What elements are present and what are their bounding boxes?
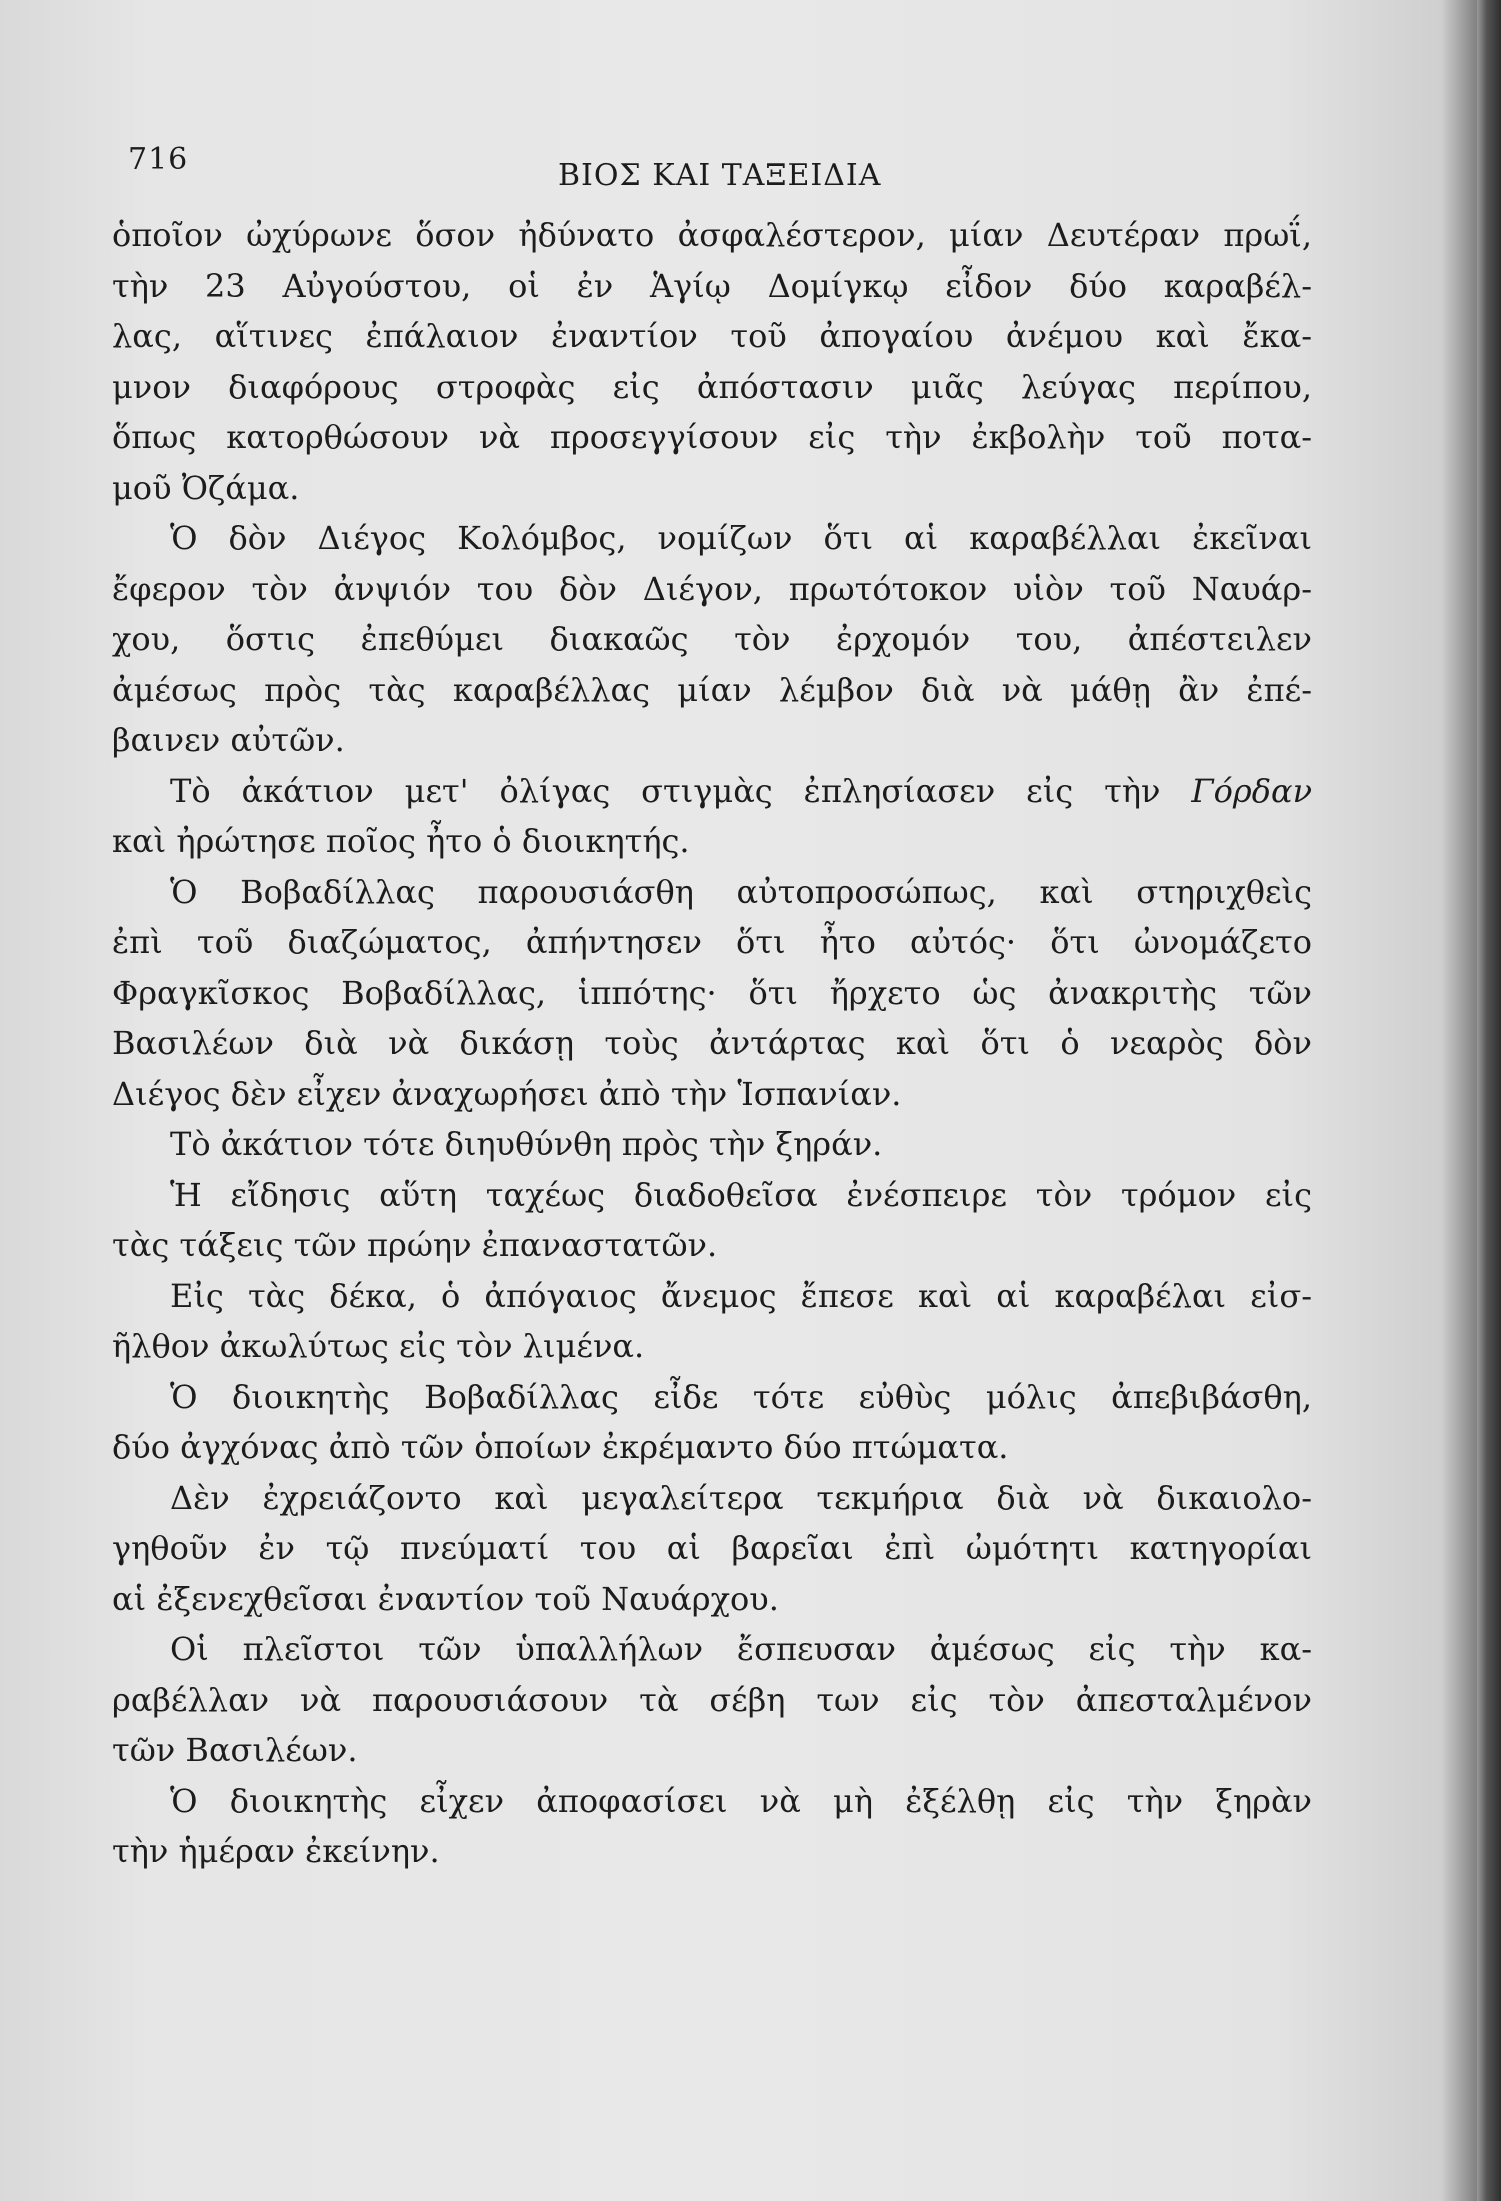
text-line: [112, 1624, 1312, 1675]
text-line: [112, 311, 1312, 362]
text-line: [112, 917, 1312, 968]
text-line: [112, 1523, 1312, 1574]
italic-ship-name: Γόρδαν: [1191, 771, 1313, 810]
page-number: 716: [128, 142, 189, 177]
text-line: [112, 1271, 1312, 1322]
text-line-content: ἐπὶ τοῦ διαζώματος, ἀπήντησεν ὅτι ἦτο αὐτός· ὅτι ὠνομάζετο: [112, 923, 1312, 961]
text-line-content: ῆλθον ἀκωλύτως εἰς τὸν λιμένα.: [112, 1327, 645, 1365]
text-line-content: χου, ὅστις ἐπεθύμει διακαῶς τὸν ἐρχομόν του, ἀπέστειλεν: [112, 620, 1312, 658]
text-line: [112, 412, 1312, 463]
text-line: [112, 1675, 1312, 1726]
text-line-content: Ὁ διοικητὴς Βοβαδίλλας εἶδε τότε εὐθὺς μόλις ἀπεβιβάσθη,: [170, 1377, 1312, 1416]
text-line: [112, 1170, 1312, 1221]
text-line: [112, 1473, 1312, 1524]
text-line-content: Ὁ δὸν Διέγος Κολόμβος, νομίζων ὅτι αἱ καραβέλλαι ἐκεῖναι: [170, 519, 1312, 557]
text-line: [112, 665, 1312, 716]
text-line: [112, 816, 1312, 867]
text-line: [112, 1574, 1312, 1625]
text-line: [112, 1826, 1312, 1877]
text-line-content: αἱ ἐξενεχθεῖσαι ἐναντίον τοῦ Ναυάρχου.: [112, 1579, 779, 1618]
text-line: [112, 766, 1312, 817]
text-line: [112, 1422, 1312, 1473]
text-line-content: τῶν Βασιλέων.: [112, 1731, 358, 1769]
text-line-content: ἔφερον τὸν ἀνψιόν του δὸν Διέγον, πρωτότοκον υἱὸν τοῦ Ναυάρ-: [112, 569, 1312, 608]
text-line-content: Τὸ ἀκάτιον τότε διηυθύνθη πρὸς τὴν ξηράν.: [170, 1125, 883, 1163]
text-line-content: Ὁ διοικητὴς εἶχεν ἀποφασίσει νὰ μὴ ἐξέλθῃ εἰς τὴν ξηρὰν: [170, 1781, 1312, 1820]
text-line-content: Φραγκῖσκος Βοβαδίλλας, ἱππότης· ὅτι ἤρχετο ὡς ἀνακριτὴς τῶν: [112, 973, 1312, 1012]
text-line: [112, 867, 1312, 918]
text-line-content: βαινεν αὐτῶν.: [112, 721, 345, 759]
text-line: [112, 1725, 1312, 1776]
page-header: [128, 142, 1298, 202]
text-line: [112, 1018, 1312, 1069]
text-line-content: δύο ἀγχόνας ἀπὸ τῶν ὁποίων ἐκρέμαντο δύο πτώματα.: [112, 1428, 1009, 1466]
text-line-content: ἀμέσως πρὸς τὰς καραβέλλας μίαν λέμβον διὰ νὰ μάθῃ ἂν ἐπέ-: [112, 670, 1312, 709]
text-line: [112, 1321, 1312, 1372]
text-line: [112, 564, 1312, 615]
text-line: [112, 715, 1312, 766]
text-line: [112, 1119, 1312, 1170]
text-line-content: μνον διαφόρους στροφὰς εἰς ἀπόστασιν μιᾶς λεύγας περίπου,: [112, 367, 1312, 406]
text-line: [112, 1776, 1312, 1827]
text-line-content: Διέγος δὲν εἶχεν ἀναχωρήσει ἀπὸ τὴν Ἱσπανίαν.: [112, 1074, 902, 1113]
text-line-content: Δὲν ἐχρειάζοντο καὶ μεγαλείτερα τεκμήρια διὰ νὰ δικαιολο-: [170, 1478, 1312, 1517]
text-line: [112, 513, 1312, 564]
body-text: [112, 210, 1312, 1877]
text-line-content: Οἱ πλεῖστοι τῶν ὑπαλλήλων ἔσπευσαν ἀμέσως εἰς τὴν κα-: [170, 1630, 1312, 1668]
text-line: [112, 261, 1312, 312]
running-title: ΒΙΟΣ ΚΑΙ ΤΑΞΕΙΔΙΑ: [558, 158, 882, 193]
text-line-content: Ἡ εἴδησις αὕτη ταχέως διαδοθεῖσα ἐνέσπειρε τὸν τρόμον εἰς: [170, 1175, 1312, 1214]
page-binding-shadow: [1477, 0, 1501, 2201]
text-line: [112, 463, 1312, 514]
text-line: [112, 1372, 1312, 1423]
text-line: [112, 362, 1312, 413]
text-line-content: Ὁ Βοβαδίλλας παρουσιάσθη αὐτοπροσώπως, καὶ στηριχθεὶς: [170, 872, 1312, 911]
text-line-content: γηθοῦν ἐν τῷ πνεύματί του αἱ βαρεῖαι ἐπὶ ὠμότητι κατηγορίαι: [112, 1529, 1312, 1567]
text-line-content: λας, αἵτινες ἐπάλαιον ἐναντίον τοῦ ἀπογαίου ἀνέμου καὶ ἔκα-: [112, 317, 1312, 355]
text-line: [112, 968, 1312, 1019]
text-line-content: Τὸ ἀκάτιον μετ' ὀλίγας στιγμὰς ἐπλησίασεν εἰς τὴν: [170, 771, 1161, 810]
text-line-content: ραβέλλαν νὰ παρουσιάσουν τὰ σέβη των εἰς τὸν ἀπεσταλμένον: [112, 1680, 1312, 1719]
text-line-content: μοῦ Ὀζάμα.: [112, 468, 300, 507]
text-line: [112, 210, 1312, 261]
text-line: [112, 1069, 1312, 1120]
text-line: [112, 1220, 1312, 1271]
text-line-content: τὰς τάξεις τῶν πρώην ἐπαναστατῶν.: [112, 1226, 718, 1264]
text-line-content: Βασιλέων διὰ νὰ δικάσῃ τοὺς ἀντάρτας καὶ ὅτι ὁ νεαρὸς δὸν: [112, 1024, 1312, 1062]
text-line-content: Εἰς τὰς δέκα, ὁ ἀπόγαιος ἄνεμος ἔπεσε καὶ αἱ καραβέλαι εἰσ-: [170, 1276, 1312, 1315]
text-line-content: τὴν ἡμέραν ἐκείνην.: [112, 1832, 440, 1870]
text-line-content: καὶ ἠρώτησε ποῖος ἦτο ὁ διοικητής.: [112, 822, 690, 860]
text-line: [112, 614, 1312, 665]
text-line-content: ὁποῖον ὠχύρωνε ὅσον ἠδύνατο ἀσφαλέστερον, μίαν Δευτέραν πρωΐ,: [112, 216, 1312, 254]
text-line-content: ὅπως κατορθώσουν νὰ προσεγγίσουν εἰς τὴν ἐκβολὴν τοῦ ποτα-: [112, 418, 1312, 456]
text-line-content: τὴν 23 Αὐγούστου, οἱ ἐν Ἁγίῳ Δομίγκῳ εἶδον δύο καραβέλ-: [112, 266, 1312, 305]
